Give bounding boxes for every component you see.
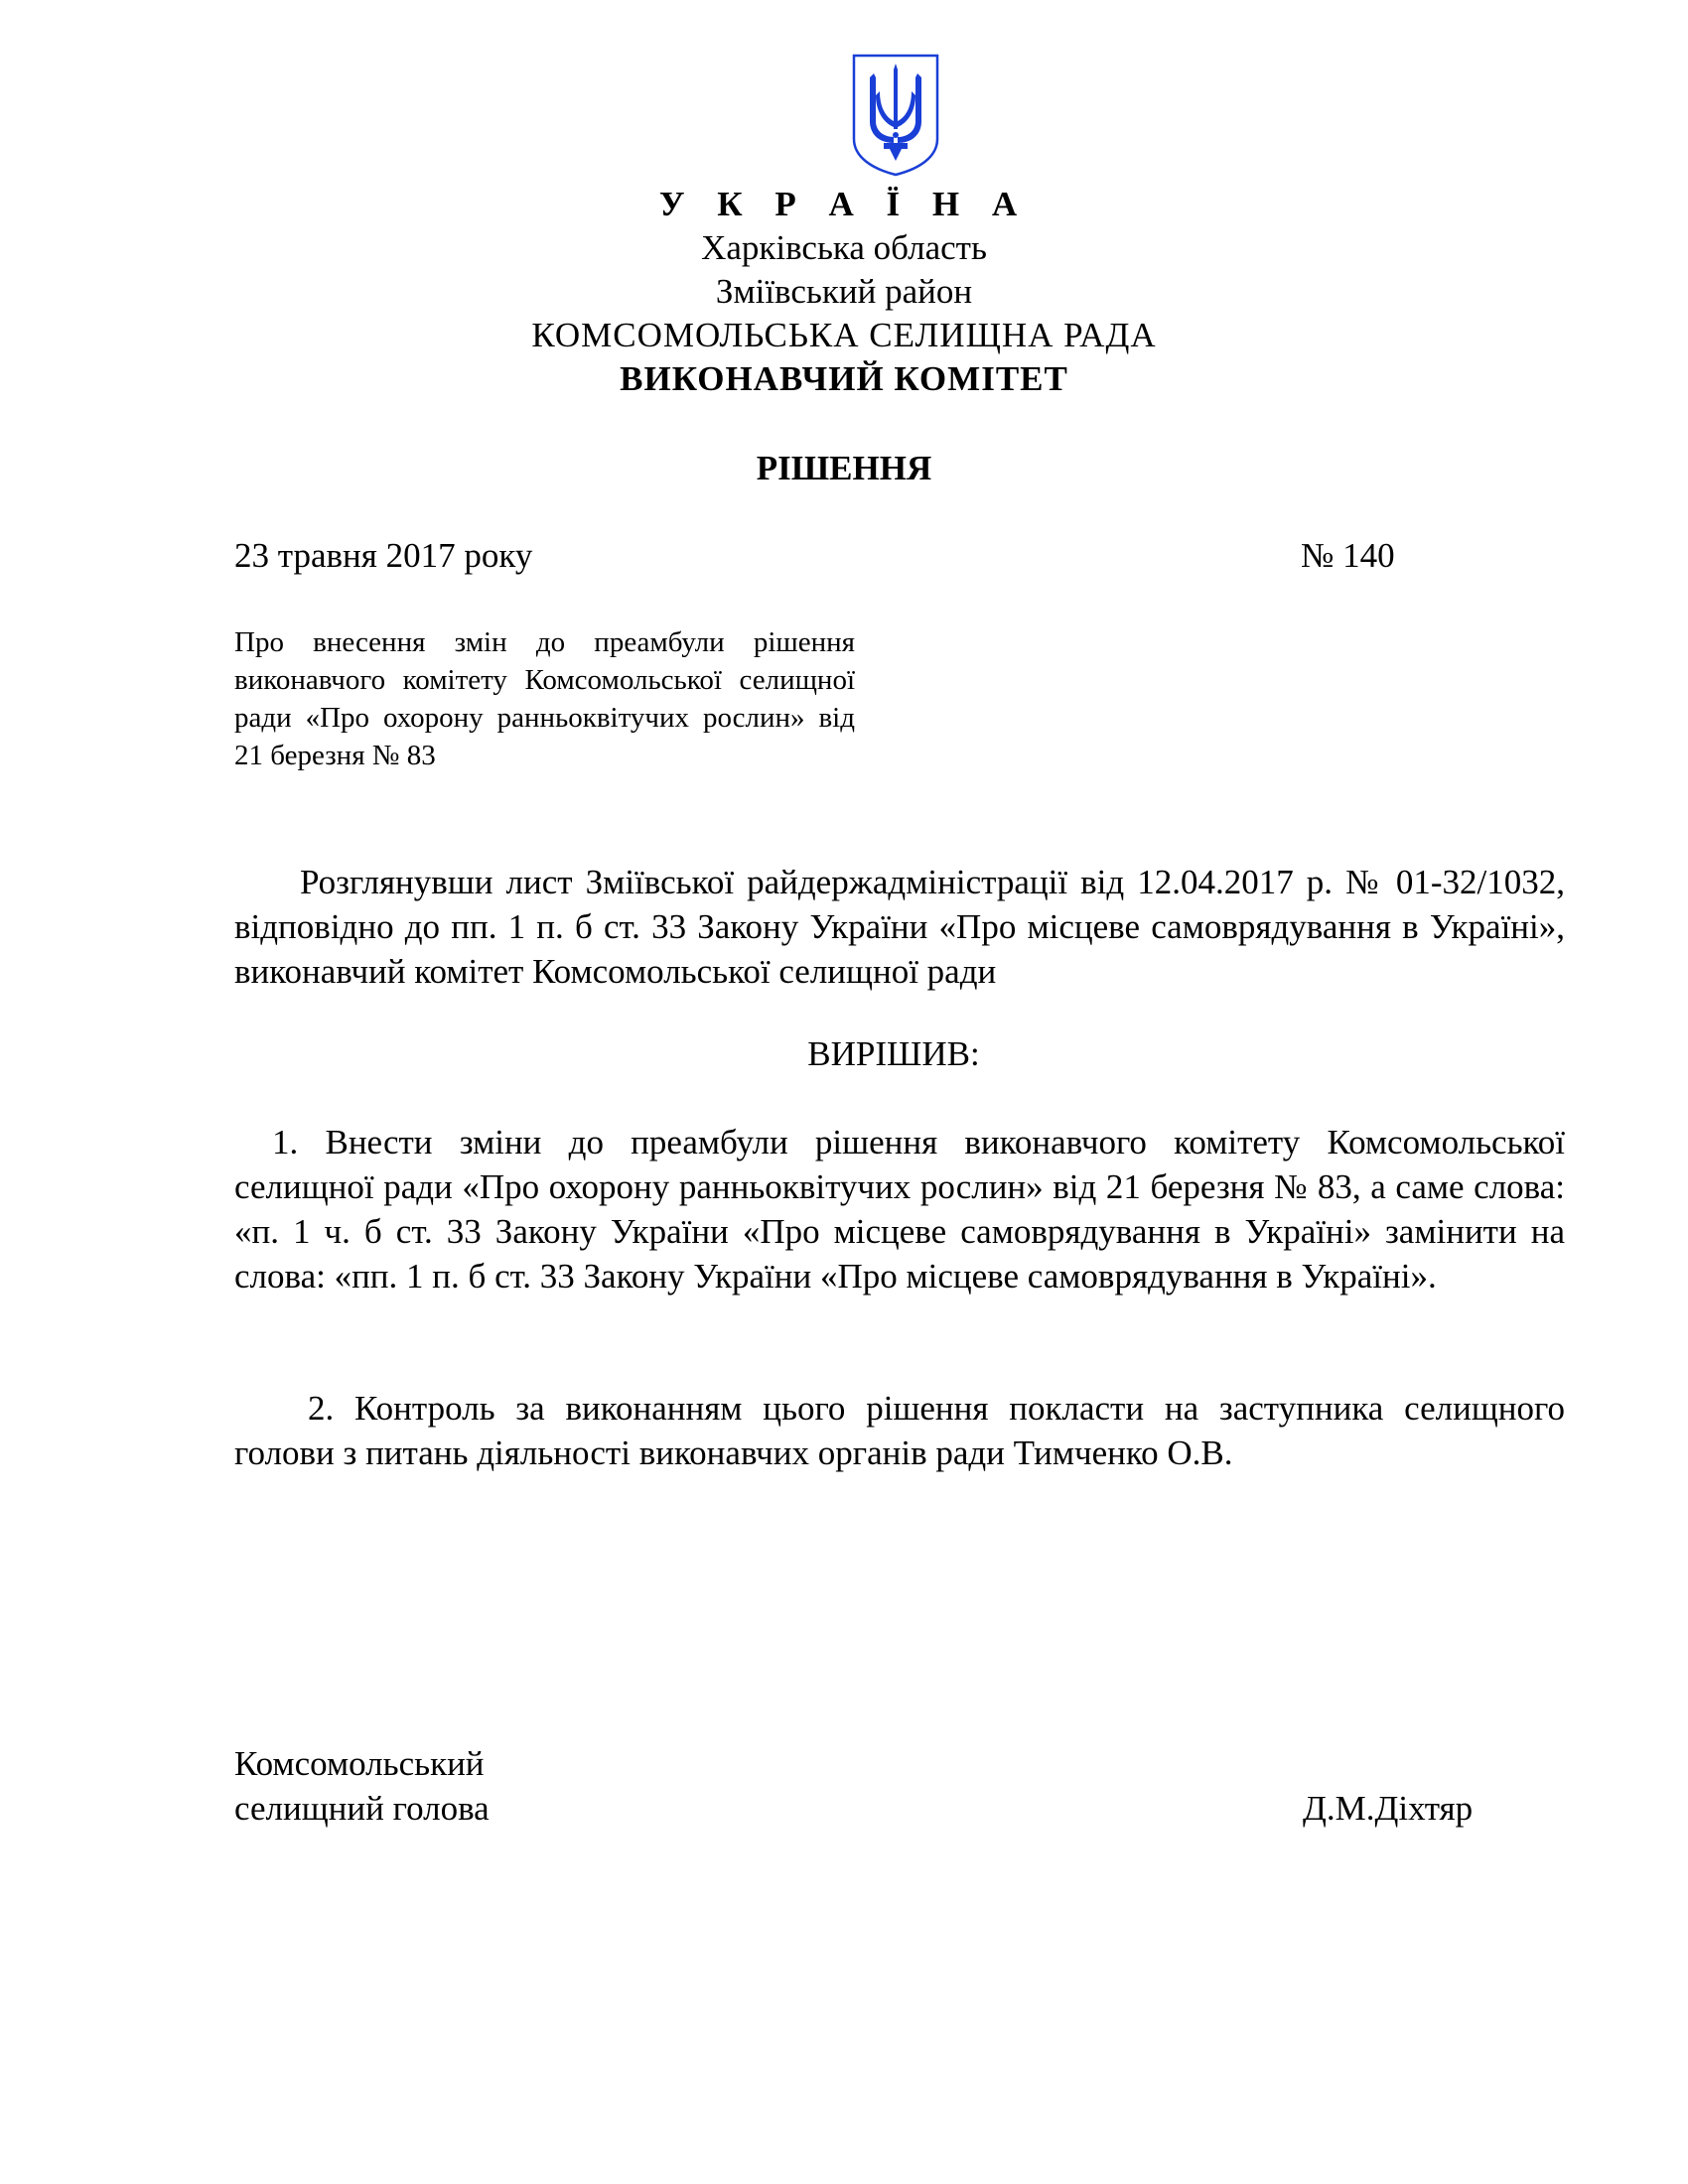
document-number: № 140 <box>1301 536 1395 575</box>
document-type: РІШЕННЯ <box>756 449 932 487</box>
preamble-paragraph: Розглянувши лист Зміївської райдержадміністрації від 12.04.2017 р. № 01-32/1032, відповідно до пп. 1 п. б ст. 33 Закону України «Про місцеве самоврядування в Україні», виконавчий комітет Комсомольської селищної ради <box>234 863 1565 991</box>
council-name: КОМСОМОЛЬСЬКА СЕЛИЩНА РАДА <box>531 316 1157 354</box>
document-subject: Про внесення змін до преамбули рішення виконавчого комітету Комсомольської селищної ради «Про охорону ранньоквітучих рослин» від 21 березня № 83 <box>234 626 855 771</box>
district-name: Зміївський район <box>715 272 973 311</box>
region-name: Харківська область <box>701 228 987 267</box>
resolution-item: 1. Внести зміни до преамбули рішення виконавчого комітету Комсомольської селищної ради «Про охорону ранньоквітучих рослин» від 21 березня № 83, а саме слова: «п. 1 ч. б ст. 33 Закону України «Про місцеве самоврядування в Україні» замінити на слова: «пп. 1 п. б ст. 33 Закону України «Про місцеве самоврядування в Україні». <box>234 1123 1565 1296</box>
document-date: 23 травня 2017 року <box>234 536 533 575</box>
committee-name: ВИКОНАВЧИЙ КОМІТЕТ <box>620 359 1068 398</box>
signatory-title-line: Комсомольський <box>234 1744 485 1783</box>
resolved-heading: ВИРІШИВ: <box>807 1034 980 1073</box>
resolution-item: 2. Контроль за виконанням цього рішення покласти на заступника селищного голови з питань діяльності виконавчих органів ради Тимченко О.В. <box>234 1389 1565 1472</box>
signatory-title-line: селищний голова <box>234 1789 490 1828</box>
trident-coat-of-arms-icon <box>850 52 941 179</box>
signatory-title <box>234 1741 490 1831</box>
country-title: У К Р А Ї Н А <box>658 185 1030 223</box>
signatory-name: Д.М.Діхтяр <box>1303 1789 1474 1828</box>
